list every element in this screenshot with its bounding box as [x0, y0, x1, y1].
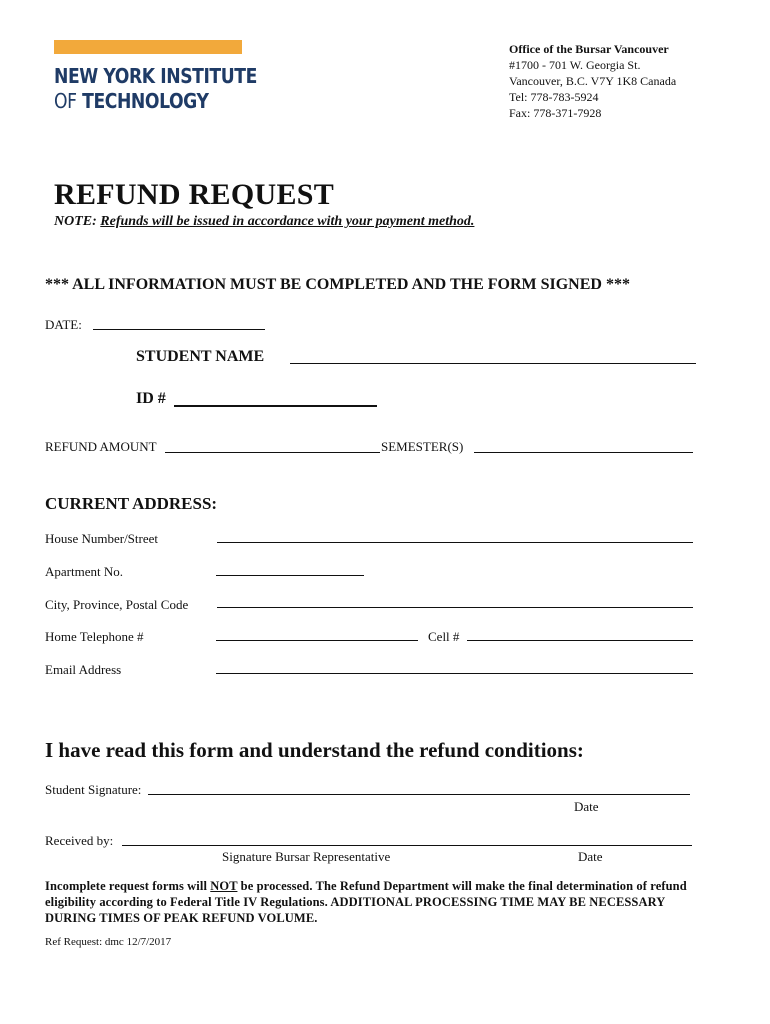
acknowledgement-statement: I have read this form and understand the refund conditions:	[45, 738, 584, 762]
form-title: REFUND REQUEST	[54, 178, 335, 211]
email-field[interactable]	[216, 673, 693, 674]
logo-text-line1: NEW YORK INSTITUTE	[54, 64, 257, 88]
id-label: ID #	[136, 390, 166, 407]
id-field[interactable]	[174, 405, 377, 407]
refund-amount-label: REFUND AMOUNT	[45, 439, 157, 454]
office-address1: #1700 - 701 W. Georgia St.	[509, 58, 641, 72]
cell-field[interactable]	[467, 640, 693, 641]
email-label: Email Address	[45, 662, 122, 677]
date-field[interactable]	[93, 329, 265, 330]
office-address2: Vancouver, B.C. V7Y 1K8 Canada	[509, 74, 677, 88]
note-text: Refunds will be issued in accordance with your payment method.	[100, 214, 475, 229]
refund-amount-field[interactable]	[165, 452, 380, 453]
warning-part2: be processed. The Refund Department will make the final determination of refund eligibility according to Federal Title IV Regulations. ADDITIONAL PROCESSING TIME MAY BE NECESSARY DURING TIMES OF PEAK REFUND VOLUME.	[45, 879, 687, 925]
note-prefix: NOTE:	[54, 214, 97, 229]
warning-not: NOT	[210, 879, 238, 893]
logo-text-line2	[54, 89, 209, 113]
home-telephone-field[interactable]	[216, 640, 418, 641]
office-tel: Tel: 778-783-5924	[509, 90, 599, 104]
city-province-postal-field[interactable]	[217, 607, 693, 608]
student-signature-date-label: Date	[574, 799, 599, 814]
house-street-label: House Number/Street	[45, 531, 159, 546]
student-signature-label: Student Signature:	[45, 782, 142, 797]
house-street-field[interactable]	[217, 542, 693, 543]
warning-part1: Incomplete request forms will	[45, 879, 208, 893]
student-name-label: STUDENT NAME	[136, 348, 265, 365]
city-province-postal-label: City, Province, Postal Code	[45, 597, 189, 612]
office-name: Office of the Bursar Vancouver	[509, 42, 669, 56]
received-date-label: Date	[578, 849, 603, 864]
home-telephone-label: Home Telephone #	[45, 629, 144, 644]
logo-technology: TECHNOLOGY	[82, 89, 209, 113]
all-info-notice: *** ALL INFORMATION MUST BE COMPLETED AND THE FORM SIGNED ***	[45, 276, 630, 293]
apartment-field[interactable]	[216, 575, 364, 576]
apartment-label: Apartment No.	[45, 564, 123, 579]
student-signature-field[interactable]	[148, 794, 690, 795]
received-by-field[interactable]	[122, 845, 692, 846]
student-name-field[interactable]	[290, 363, 696, 364]
bursar-representative-label: Signature Bursar Representative	[222, 849, 391, 864]
semester-field[interactable]	[474, 452, 693, 453]
office-address-block	[509, 41, 676, 121]
office-fax: Fax: 778-371-7928	[509, 106, 602, 120]
cell-label: Cell #	[428, 629, 460, 644]
reference-code: Ref Request: dmc 12/7/2017	[45, 936, 172, 948]
semester-label: SEMESTER(S)	[381, 439, 464, 454]
received-by-label: Received by:	[45, 833, 114, 848]
logo-of: OF	[54, 89, 77, 113]
form-note	[54, 214, 474, 230]
current-address-heading: CURRENT ADDRESS:	[45, 494, 218, 513]
processing-warning	[45, 878, 705, 926]
logo-bar	[54, 40, 242, 54]
date-label: DATE:	[45, 317, 82, 332]
